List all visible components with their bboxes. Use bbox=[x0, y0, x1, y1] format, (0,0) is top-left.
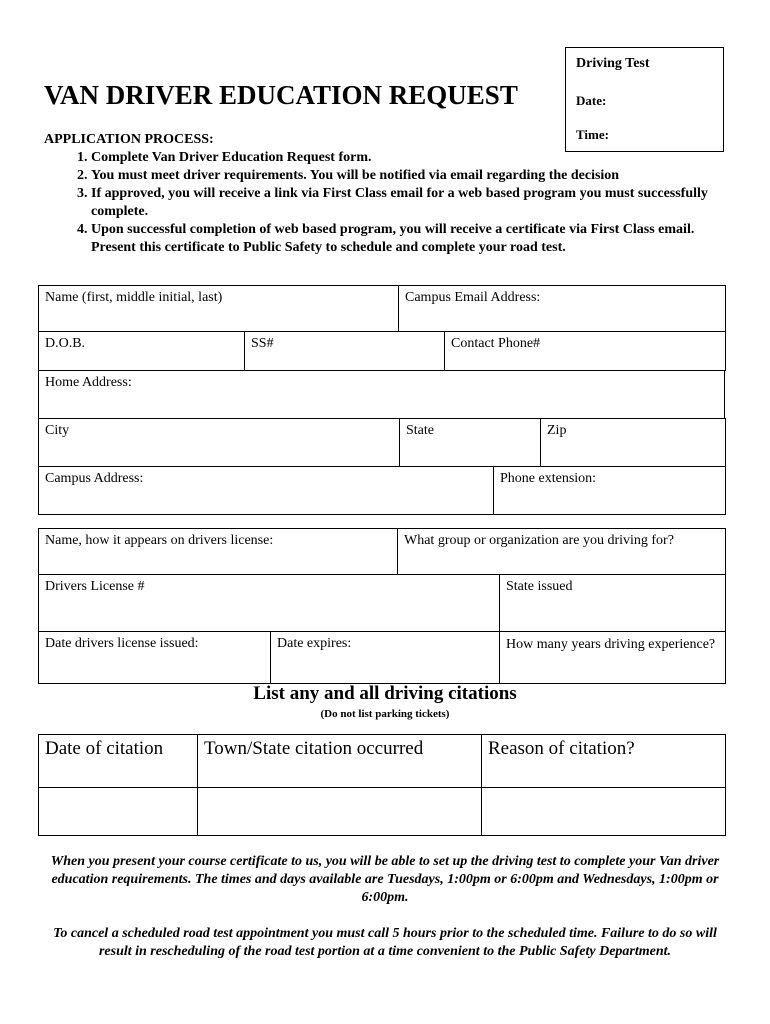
citations-heading: List any and all driving citations bbox=[253, 683, 517, 704]
driving-test-date-field[interactable]: Date: bbox=[576, 93, 607, 108]
city-field[interactable]: City bbox=[39, 419, 400, 467]
name-field[interactable]: Name (first, middle initial, last) bbox=[39, 286, 399, 332]
citations-table bbox=[38, 734, 726, 836]
citation-location-cell[interactable] bbox=[198, 788, 482, 836]
license-name-field[interactable]: Name, how it appears on drivers license: bbox=[39, 529, 398, 575]
state-field[interactable]: State bbox=[400, 419, 541, 467]
ss-field[interactable]: SS# bbox=[245, 332, 445, 371]
cancel-note: To cancel a scheduled road test appointment you must call 5 hours prior to the scheduled time. Failure to do so will result in rescheduling of the road test portion at a time convenient to the Public Safety Department. bbox=[53, 926, 717, 959]
process-step-2: 2. You must meet driver requirements. You will be notified via email regarding the decision bbox=[91, 167, 724, 185]
process-heading: APPLICATION PROCESS: bbox=[44, 132, 214, 147]
application-process bbox=[44, 131, 724, 257]
citation-reason-header: Reason of citation? bbox=[482, 735, 726, 788]
phone-extension-field[interactable]: Phone extension: bbox=[494, 467, 726, 515]
process-step-3: 3. If approved, you will receive a link via First Class email for a web based program you must successfully complete. bbox=[91, 185, 724, 221]
citation-date-header: Date of citation bbox=[39, 735, 198, 788]
date-expires-field[interactable]: Date expires: bbox=[271, 632, 500, 684]
license-dates-row bbox=[38, 631, 726, 684]
page-title: VAN DRIVER EDUCATION REQUEST bbox=[44, 80, 518, 110]
campus-address-field[interactable]: Campus Address: bbox=[39, 467, 494, 515]
home-address-row bbox=[38, 370, 725, 419]
license-number-field[interactable]: Drivers License # bbox=[39, 575, 500, 632]
personal-info-form bbox=[38, 285, 726, 332]
city-row bbox=[38, 418, 726, 467]
home-address-field[interactable]: Home Address: bbox=[39, 371, 725, 419]
state-issued-field[interactable]: State issued bbox=[500, 575, 726, 632]
process-step-4: 4. Upon successful completion of web based program, you will receive a certificate via First Class email. Present this certificate to Public Safety to schedule and complete your road test. bbox=[91, 221, 724, 257]
contact-phone-field[interactable]: Contact Phone# bbox=[445, 332, 726, 371]
license-name-row bbox=[38, 528, 726, 575]
driving-test-title: Driving Test bbox=[576, 56, 650, 71]
license-number-row bbox=[38, 574, 726, 632]
dob-field[interactable]: D.O.B. bbox=[39, 332, 245, 371]
process-steps bbox=[44, 149, 724, 257]
years-experience-field[interactable]: How many years driving experience? bbox=[500, 632, 726, 684]
process-step-1: 1. Complete Van Driver Education Request form. bbox=[91, 149, 724, 167]
citation-reason-cell[interactable] bbox=[482, 788, 726, 836]
campus-email-field[interactable]: Campus Email Address: bbox=[399, 286, 726, 332]
citation-location-header: Town/State citation occurred bbox=[198, 735, 482, 788]
driving-test-time-field[interactable]: Time: bbox=[576, 127, 609, 142]
citations-note: (Do not list parking tickets) bbox=[320, 708, 450, 720]
date-issued-field[interactable]: Date drivers license issued: bbox=[39, 632, 271, 684]
citation-date-cell[interactable] bbox=[39, 788, 198, 836]
dob-row bbox=[38, 331, 726, 371]
campus-address-row bbox=[38, 466, 726, 515]
schedule-note: When you present your course certificate to us, you will be able to set up the driving test to complete your Van driver education requirements. The times and days available are Tuesdays, 1:00pm or 6:00pm and Wednesdays, 1:00pm or 6:00pm. bbox=[50, 854, 720, 905]
group-field[interactable]: What group or organization are you driving for? bbox=[398, 529, 726, 575]
zip-field[interactable]: Zip bbox=[541, 419, 726, 467]
